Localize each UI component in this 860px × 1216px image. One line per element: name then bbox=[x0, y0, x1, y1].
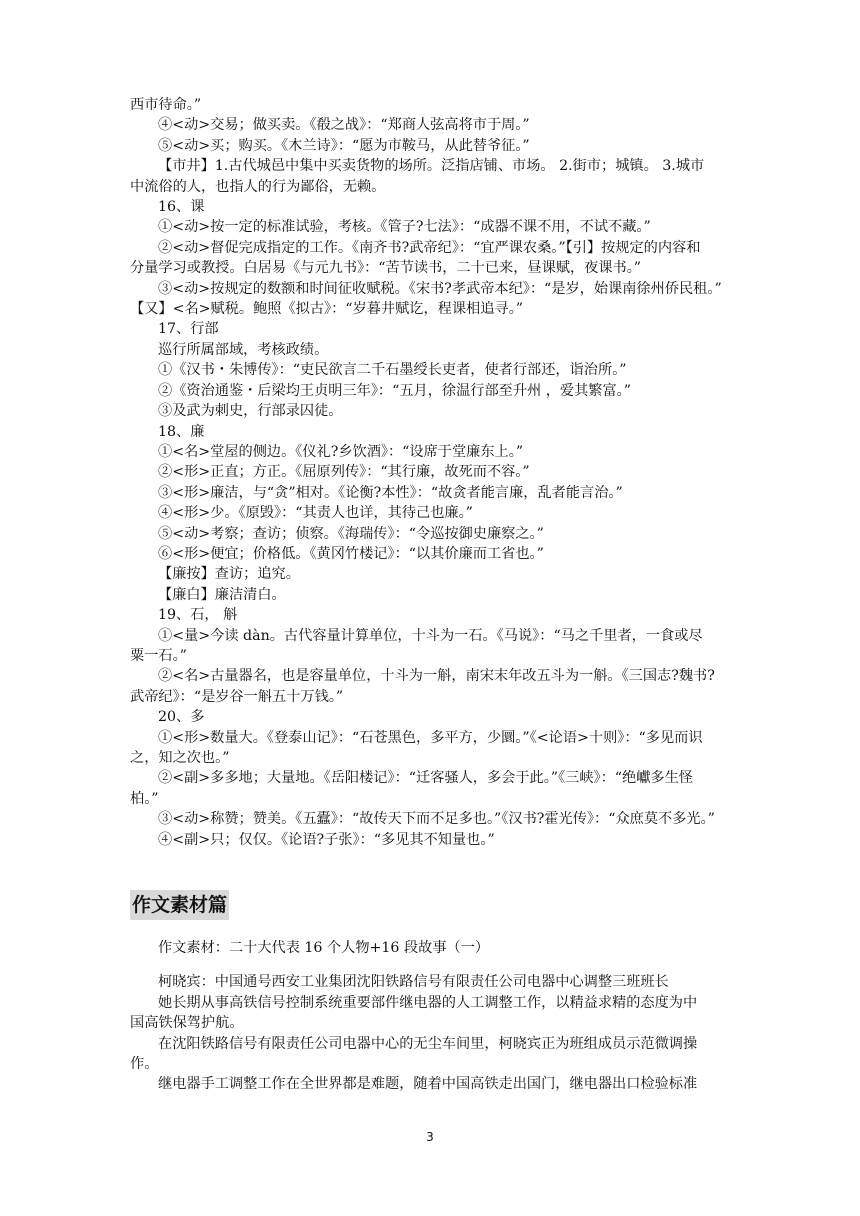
spacer bbox=[130, 920, 734, 938]
page-content bbox=[130, 95, 734, 1095]
spacer bbox=[130, 958, 734, 972]
text-line: 【廉白】廉洁清白。 bbox=[158, 586, 286, 603]
text-line: ②<形>正直；方正。《屈原列传》：“其行廉，故死而不容。” bbox=[158, 464, 530, 481]
entry-heading: 16、课 bbox=[158, 199, 205, 216]
text-line: ②<动>督促完成指定的工作。《南齐书?武帝纪》：“宜严课农桑。”【引】按规定的内容和 bbox=[158, 239, 701, 256]
text-line: ⑤<动>买；购买。《木兰诗》：“愿为市鞍马，从此替爷征。” bbox=[158, 137, 530, 154]
entry-heading: 19、石， 斛 bbox=[158, 607, 238, 624]
text-line: ⑥<形>便宜；价格低。《黄冈竹楼记》：“以其价廉而工省也。” bbox=[158, 545, 544, 562]
text-line: ②<副>多多地；大量地。《岳阳楼记》：“迁客骚人，多会于此。”《三峡》：“绝巘多生怪 bbox=[158, 770, 693, 787]
entry-heading: 20、多 bbox=[158, 709, 205, 726]
text-line: ⑤<动>考察；查访；侦察。《海瑞传》：“令巡按御史廉察之。” bbox=[158, 525, 544, 542]
text-line: 她长期从事高铁信号控制系统重要部件继电器的人工调整工作，以精益求精的态度为中 bbox=[158, 994, 698, 1011]
text-line: ④<形>少。《原毁》：“其责人也详，其待己也廉。” bbox=[158, 505, 473, 522]
text-line: ④<动>交易；做买卖。《殽之战》：“郑商人弦高将市于周。” bbox=[158, 117, 530, 134]
text-line: 之，知之次也。” bbox=[130, 750, 230, 766]
entry-heading: 18、廉 bbox=[158, 423, 205, 440]
text-line: ②《资治通鉴・后梁均王贞明三年》：“五月，徐温行部至升州 ，爱其繁富。” bbox=[158, 382, 632, 399]
text-line: 巡行所属部域，考核政绩。 bbox=[158, 341, 329, 358]
text-line: 【廉按】查访；追究。 bbox=[158, 566, 300, 583]
text-line: 在沈阳铁路信号有限责任公司电器中心的无尘车间里，柯晓宾正为班组成员示范微调操 bbox=[158, 1035, 698, 1052]
text-line: 西市待命。” bbox=[130, 97, 202, 113]
text-line: 国高铁保驾护航。 bbox=[130, 1015, 244, 1032]
text-line: ③及武为刺史，行部录囚徒。 bbox=[158, 403, 343, 420]
text-line: 粟一石。” bbox=[130, 647, 187, 664]
text-line: ③<动>按规定的数额和时间征收赋税。《宋书?孝武帝本纪》：“是岁，始课南徐州侨民租。” bbox=[158, 280, 722, 297]
text-line: 【市井】1.古代城邑中集中买卖货物的场所。泛指店铺、市场。 2.街市；城镇。 3.城市 bbox=[158, 158, 705, 175]
text-line: ①<动>按一定的标准试验，考核。《管子?七法》：“成器不课不用，不试不藏。” bbox=[158, 219, 651, 236]
essay-heading: 作文素材：二十大代表 16 个人物+16 段故事（一） bbox=[158, 940, 490, 957]
text-line: ④<副>只；仅仅。《论语?子张》：“多见其不知量也。” bbox=[158, 831, 495, 848]
text-line: ①<形>数量大。《登泰山记》：“石苍黑色，多平方，少圜。”《<论语>十则》：“多见而识 bbox=[158, 729, 703, 746]
text-line: ①《汉书・朱博传》：“吏民欲言二千石墨绶长吏者，使者行部还，诣治所。” bbox=[158, 362, 627, 379]
entry-heading: 17、行部 bbox=[158, 321, 219, 338]
text-line: 柯晓宾：中国通号西安工业集团沈阳铁路信号有限责任公司电器中心调整三班班长 bbox=[158, 974, 669, 991]
text-line: 分量学习或教授。白居易《与元九书》：“苦节读书，二十已来，昼课赋，夜课书。” bbox=[130, 260, 642, 277]
section-title: 作文素材篇 bbox=[130, 890, 229, 920]
text-line: ③<动>称赞；赞美。《五蠹》：“故传天下而不足多也。”《汉书?霍光传》：“众庶莫不多光。” bbox=[158, 811, 715, 828]
spacer bbox=[130, 850, 734, 890]
text-line: ②<名>古量器名，也是容量单位，十斗为一斛，南宋末年改五斗为一斛。《三国志?魏书? bbox=[158, 668, 715, 685]
text-line: 【又】<名>赋税。鲍照《拟古》：“岁暮井赋讫，程课相追寻。” bbox=[130, 301, 523, 318]
text-line: 继电器手工调整工作在全世界都是难题，随着中国高铁走出国门，继电器出口检验标准 bbox=[158, 1076, 698, 1093]
text-line: 武帝纪》：“是岁谷一斛五十万钱。” bbox=[130, 688, 344, 705]
text-line: ①<量>今读 dàn。古代容量计算单位，十斗为一石。《马说》：“马之千里者，一食或尽 bbox=[158, 627, 703, 644]
text-line: ③<形>廉洁，与“贪”相对。《论衡?本性》：“故贪者能言廉，乱者能言治。” bbox=[158, 484, 623, 501]
page-number: 3 bbox=[426, 1130, 434, 1144]
text-line: 柏。” bbox=[130, 790, 159, 807]
text-line: 作。 bbox=[130, 1056, 159, 1073]
text-line: 中流俗的人，也指人的行为鄙俗，无赖。 bbox=[130, 178, 386, 195]
text-line: ①<名>堂屋的侧边。《仪礼?乡饮酒》：“设席于堂廉东上。” bbox=[158, 443, 524, 460]
